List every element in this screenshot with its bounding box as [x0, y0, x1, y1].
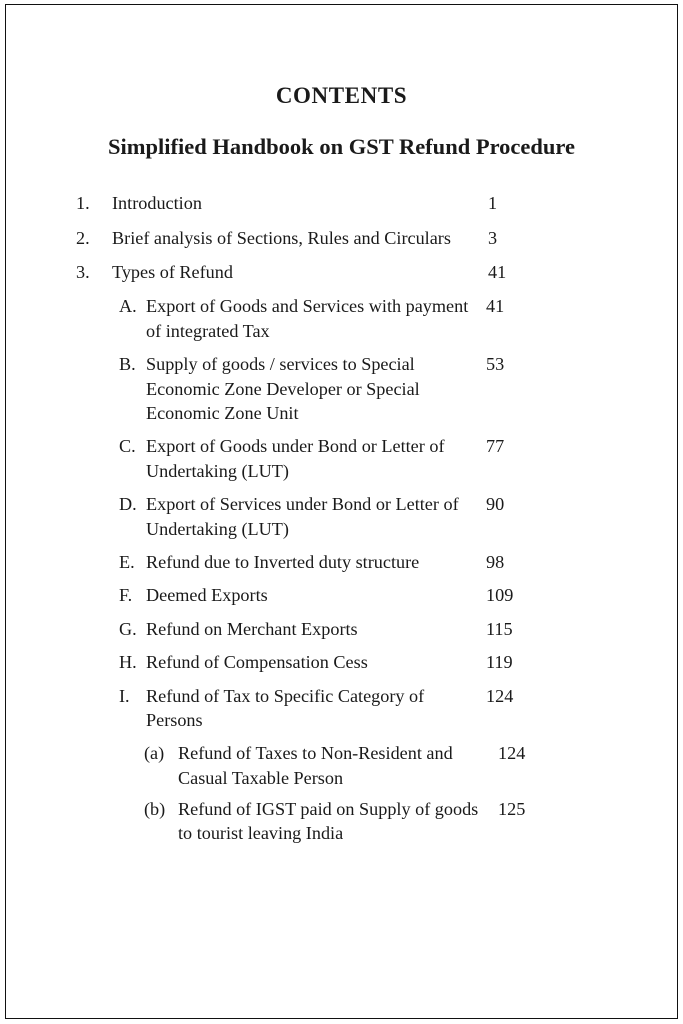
- toc-entry-label: Refund of Compensation Cess: [146, 652, 368, 673]
- toc-entry-marker: D.: [119, 494, 137, 515]
- toc-entry-page-number: 124: [486, 685, 514, 706]
- toc-entry-label: Export of Goods and Services with payment of integrated Tax: [146, 296, 469, 341]
- toc-entry-marker: C.: [119, 436, 136, 457]
- toc-entry-page-number: 41: [488, 262, 507, 283]
- toc-entry-label: Refund due to Inverted duty structure: [146, 551, 420, 572]
- toc-entry-marker: 1.: [76, 193, 90, 214]
- toc-entry-label: Brief analysis of Sections, Rules and Circulars: [112, 227, 451, 248]
- toc-entry[interactable]: [44, 617, 639, 641]
- toc-entry-page-number: 90: [486, 494, 505, 515]
- toc-entry-marker: 3.: [76, 262, 90, 283]
- toc-entry-marker: (a): [144, 743, 165, 764]
- toc-entry-page-number: 3: [488, 227, 498, 248]
- table-of-contents: [44, 191, 639, 846]
- toc-entry-page-number: 41: [486, 296, 505, 317]
- toc-entry-label: Refund of Taxes to Non-Resident and Casual Taxable Person: [178, 743, 453, 788]
- toc-entry-page-number: 1: [488, 193, 498, 214]
- toc-entry-label: Introduction: [112, 193, 202, 214]
- toc-entry-page-number: 98: [486, 551, 505, 572]
- toc-entry-marker: E.: [119, 551, 135, 572]
- toc-entry[interactable]: [44, 260, 639, 284]
- toc-entry-label: Export of Services under Bond or Letter of Undertaking (LUT): [146, 494, 459, 539]
- toc-entry-page-number: 125: [498, 799, 526, 820]
- toc-entry-label: Refund of IGST paid on Supply of goods to tourist leaving India: [178, 799, 479, 844]
- toc-entry-label: Refund of Tax to Specific Category of Persons: [146, 685, 425, 730]
- toc-entry[interactable]: [44, 191, 639, 215]
- toc-entry-marker: 2.: [76, 227, 90, 248]
- toc-entry-page-number: 119: [486, 652, 513, 673]
- toc-entry[interactable]: [44, 550, 639, 574]
- toc-entry-label: Deemed Exports: [146, 585, 268, 606]
- toc-entry-label: Supply of goods / services to Special Economic Zone Developer or Special Economic Zone Unit: [146, 354, 420, 424]
- toc-entry[interactable]: [44, 741, 639, 790]
- toc-entry[interactable]: [44, 797, 639, 846]
- toc-entry-page-number: 77: [486, 436, 505, 457]
- toc-entry-marker: F.: [119, 585, 133, 606]
- toc-entry-page-number: 109: [486, 585, 514, 606]
- toc-entry[interactable]: [44, 434, 639, 483]
- toc-entry[interactable]: [44, 294, 639, 343]
- toc-entry-marker: A.: [119, 296, 137, 317]
- toc-entry[interactable]: [44, 583, 639, 607]
- toc-entry-marker: (b): [144, 799, 166, 820]
- toc-entry-page-number: 115: [486, 618, 513, 639]
- toc-entry-page-number: 53: [486, 354, 505, 375]
- toc-entry-label: Types of Refund: [112, 262, 233, 283]
- toc-entry-marker: H.: [119, 652, 137, 673]
- toc-entry-page-number: 124: [498, 743, 526, 764]
- toc-entry-label: Refund on Merchant Exports: [146, 618, 358, 639]
- toc-entry[interactable]: [44, 650, 639, 674]
- toc-entry-marker: I.: [119, 685, 130, 706]
- toc-entry[interactable]: [44, 352, 639, 425]
- toc-entry[interactable]: [44, 226, 639, 250]
- document-title: Simplified Handbook on GST Refund Procedure: [108, 133, 575, 159]
- toc-entry-label: Export of Goods under Bond or Letter of Undertaking (LUT): [146, 436, 445, 481]
- toc-entry-marker: B.: [119, 354, 136, 375]
- toc-entry-marker: G.: [119, 618, 137, 639]
- toc-entry[interactable]: [44, 684, 639, 733]
- contents-heading: CONTENTS: [275, 83, 408, 108]
- toc-entry[interactable]: [44, 492, 639, 541]
